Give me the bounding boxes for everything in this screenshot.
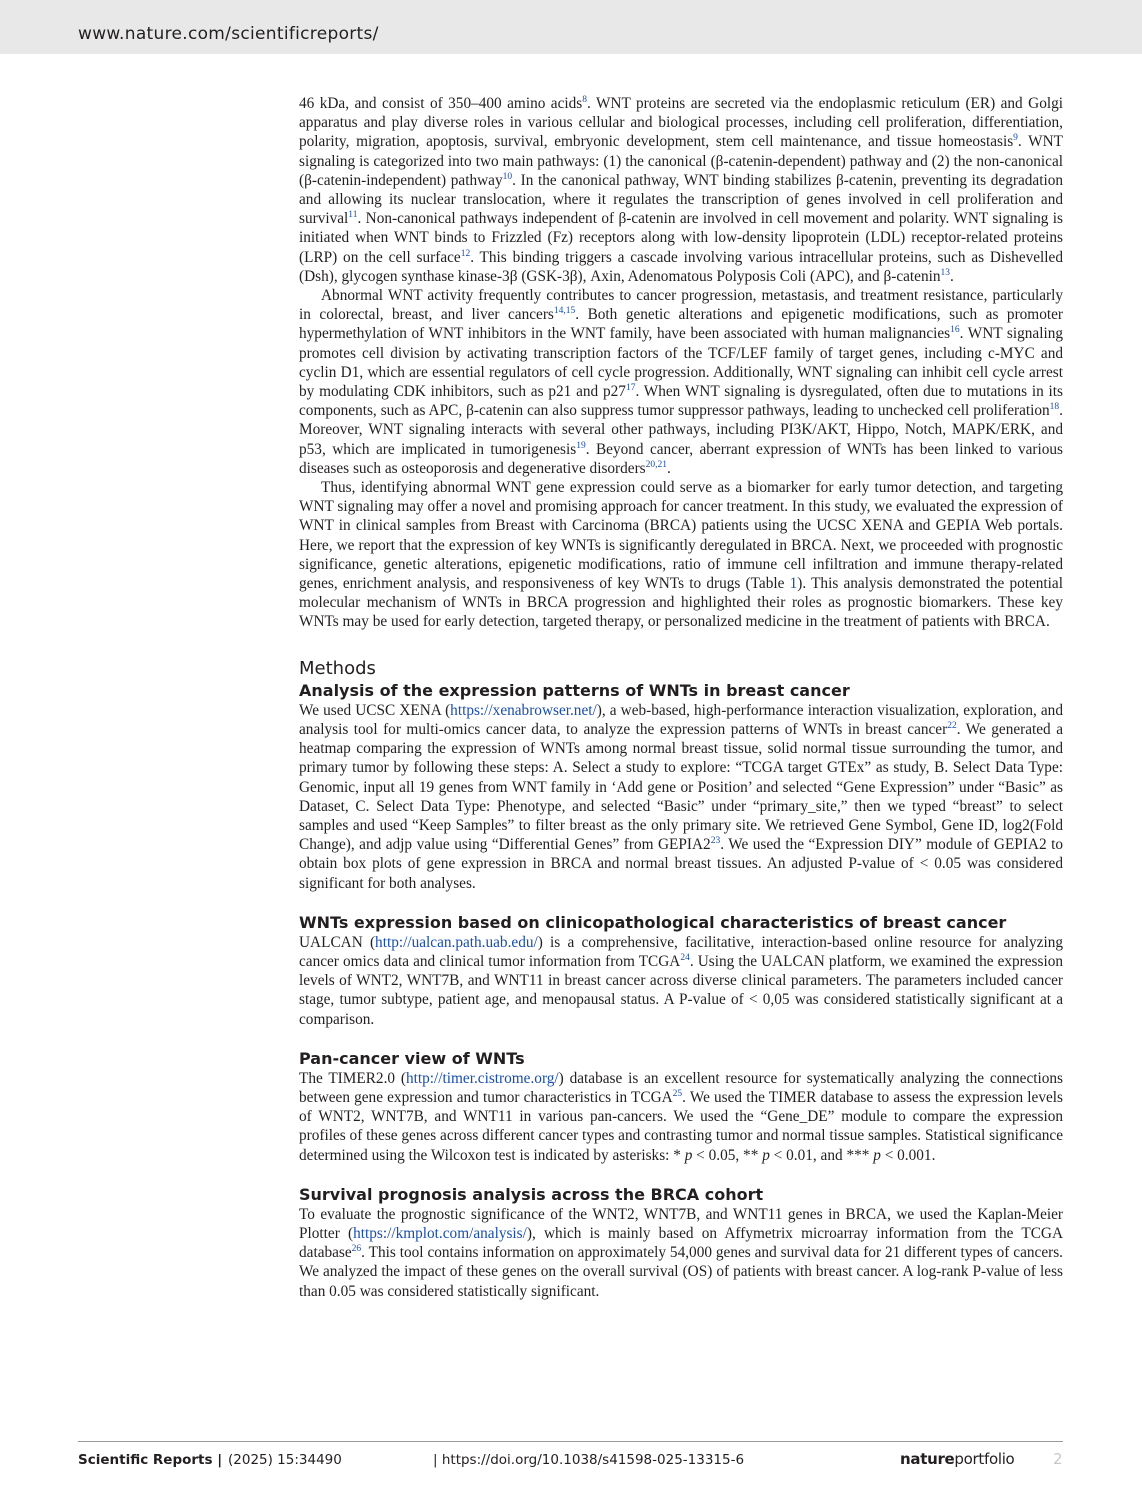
citation-ref[interactable]: 12 [460,248,471,259]
citation-ref[interactable]: 11 [348,210,358,221]
table-link[interactable]: 1 [789,575,798,593]
paragraph-survival: To evaluate the prognostic significance of the WNT2, WNT7B, and WNT11 genes in BRCA, we used the Kaplan-Meier Plotter (https://kmplot.com/analysis/), which is mainly based on Affymetrix microarray information from the TCGA database$^{26}$. This tool contains information on approximately 54,000 genes and survival data for 21 different types of cancers. We analyzed the impact of these genes on the overall survival (OS) of patients with breast cancer. A log-rank P-value of less than 0.05 was considered statistically significant. [299,1205,1063,1300]
kmplot-link[interactable]: https://kmplot.com/analysis/ [353,1224,527,1242]
page-footer [78,1441,1063,1468]
citation-ref[interactable]: 26 [351,1244,362,1255]
subsection-heading-expression-patterns: Analysis of the expression patterns of WNTs in breast cancer [299,680,850,700]
doi-link[interactable]: | https://doi.org/10.1038/s41598-025-13315-6 [433,1452,745,1468]
paragraph-wnt-overview: 46 kDa, and consist of 350–400 amino acids$^8$. WNT proteins are secreted via the endoplasmic reticulum (ER) and Golgi apparatus and play diverse roles in various cellular and biological processes, including cell proliferation, differentiation, polarity, migration, apoptosis, survival, embryonic development, stem cell maintenance, and tissue homeostasis$^9$. WNT signaling is categorized into two main pathways: (1) the canonical (β-catenin-dependent) pathway and (2) the non-canonical (β-catenin-independent) pathway$^{10}$. In the canonical pathway, WNT binding stabilizes β-catenin, preventing its degradation and allowing its nuclear translocation, where it regulates the transcription of genes involved in cell proliferation and survival$^{11}$. Non-canonical pathways independent of β-catenin are involved in cell movement and polarity. WNT signaling is initiated when WNT binds to Frizzled (Fz) receptors along with low-density lipoprotein (LDL) receptor-related proteins (LRP) on the cell surface$^{12}$. This binding triggers a cascade involving various intracellular proteins, such as Dishevelled (Dsh), glycogen synthase kinase-3β (GSK-3β), Axin, Adenomatous Polyposis Coli (APC), and β-catenin$^{13}$. [299,94,1063,285]
timer-link[interactable]: http://timer.cistrome.org/ [405,1069,559,1087]
citation-ref[interactable]: 19 [576,440,586,451]
citation-ref[interactable]: 17 [625,382,636,393]
page-number: 2 [1053,1450,1063,1468]
subsection-heading-pan-cancer: Pan-cancer view of WNTs [299,1048,525,1068]
paragraph-abnormal-wnt: Abnormal WNT activity frequently contributes to cancer progression, metastasis, and treatment resistance, particularly in colorectal, breast, and liver cancers$^{14,15}$. Both genetic alterations and epigenetic modifications, such as promoter hypermethylation of WNT inhibitors in the WNT family, have been associated with human malignancies$^{16}$. WNT signaling promotes cell division by activating transcription factors of the TCF/LEF family of target genes, including c-MYC and cyclin D1, which are essential regulators of cell cycle progression. Additionally, WNT signaling can inhibit cell cycle arrest by modulating CDK inhibitors, such as p21 and $p27^{17}$. When WNT signaling is dysregulated, often due to mutations in its components, such as APC, β-catenin can also suppress tumor suppressor pathways, leading to unchecked cell proliferation$^{18}$. Moreover, WNT signaling interacts with several other pathways, including PI3K/AKT, Hippo, Notch, MAPK/ERK, and p53, which are implicated in tumorigenesis$^{19}$. Beyond cancer, aberrant expression of WNTs has been linked to various diseases such as osteoporosis and degenerative disorders$^{20,21}$. [299,287,1063,477]
paragraph-pan-cancer: The TIMER2.0 (http://timer.cistrome.org/) database is an excellent resource for systematically analyzing the connections between gene expression and tumor characteristics in TCGA$^{25}$. We used the TIMER database to assess the expression levels of WNT2, WNT7B, and WNT11 in various pan-cancers. We used the “Gene_DE” module to compare the expression profiles of these genes across different cancer types and contrasting tumor and normal tissue samples. Statistical significance determined using the Wilcoxon test is indicated by asterisks: * p < 0.05, ** p < 0.01, and *** p < 0.001. [299,1069,1063,1164]
citation-ref[interactable]: 25 [672,1088,683,1099]
citation-ref[interactable]: 13 [940,267,951,278]
citation-ref[interactable]: 10 [502,171,513,182]
subsection-heading-survival: Survival prognosis analysis across the BRCA cohort [299,1184,764,1204]
article-body [299,94,1063,1301]
citation-ref[interactable]: 14,15 [553,306,576,317]
header-url: www.nature.com/scientificreports/ [78,24,379,44]
journal-name: Scientific Reports | [78,1452,223,1468]
subsection-heading-clinicopathological: WNTs expression based on clinicopathological characteristics of breast cancer [299,912,1007,932]
nature-portfolio-logo: natureportfolio [900,1450,1015,1468]
paragraph-expression-patterns: We used UCSC XENA (https://xenabrowser.net/), a web-based, high-performance interaction visualization, exploration, and analysis tool for multi-omics cancer data, to analyze the expression patterns of WNTs in breast cancer$^{22}$. We generated a heatmap comparing the expression of WNTs among normal breast tissue, solid normal tissue surrounding the tumor, and primary tumor by following these steps: A. Select a study to explore: “TCGA target GTEx” as study, B. Select Data Type: Genomic, input all 19 genes from WNT family in ‘Add gene or Position’ and selected “Gene Expression” under “Basic” as Dataset, C. Select Data Type: Phenotype, and selected “Basic” under “primary_site,” then we typed “breast” to select samples and used “Keep Samples” to filter breast as the only primary site. We retrieved Gene Symbol, Gene ID, log2(Fold Change), and adjp value using “Differential Genes” from $GEPIA2^{23}$. We used the “Expression DIY” module of GEPIA2 to obtain box plots of gene expression in BRCA and normal breast tissues. An adjusted P-value of < 0.05 was considered significant for both analyses. [299,701,1063,892]
citation-ref[interactable]: 18 [1049,402,1060,413]
citation-ref[interactable]: 9 [1013,133,1018,144]
methods-heading: Methods [299,657,376,679]
citation-ref[interactable]: 23 [710,836,721,847]
xena-link[interactable]: https://xenabrowser.net/ [450,701,597,719]
volume-info: (2025) 15:34490 [228,1452,342,1468]
citation-ref[interactable]: 16 [950,325,960,336]
citation-ref[interactable]: 8 [582,94,587,105]
citation-ref[interactable]: 20,21 [645,459,668,470]
paragraph-clinicopathological: UALCAN (http://ualcan.path.uab.edu/) is a comprehensive, facilitative, interaction-based online resource for analyzing cancer omics data and clinical tumor information from TCGA$^{24}$. Using the UALCAN platform, we examined the expression levels of WNT2, WNT7B, and WNT11 in breast cancer across diverse clinical parameters. The parameters included cancer stage, tumor subtype, patient age, and menopausal status. A P-value of < 0,05 was considered statistically significant at a comparison. [299,933,1063,1028]
citation-ref[interactable]: 24 [680,952,690,963]
page-header-bar [0,0,1142,54]
paragraph-study-aim: Thus, identifying abnormal WNT gene expression could serve as a biomarker for early tumor detection, and targeting WNT signaling may offer a novel and promising approach for cancer treatment. In this study, we evaluated the expression of WNT in clinical samples from Breast with Carcinoma (BRCA) patients using the UCSC XENA and GEPIA Web portals. Here, we report that the expression of key WNTs is significantly deregulated in BRCA. Next, we proceeded with prognostic significance, genetic alterations, epigenetic modifications, ratio of immune cell infiltration and immune therapy-related genes, enrichment analysis, and responsiveness of key WNTs to drugs (Table 1). This analysis demonstrated the potential molecular mechanism of WNTs in BRCA progression and highlighted their roles as prognostic biomarkers. These key WNTs may be used for early detection, targeted therapy, or personalized medicine in the treatment of patients with BRCA. [299,479,1063,631]
citation-ref[interactable]: 22 [947,720,957,731]
ualcan-link[interactable]: http://ualcan.path.uab.edu/ [375,933,538,951]
